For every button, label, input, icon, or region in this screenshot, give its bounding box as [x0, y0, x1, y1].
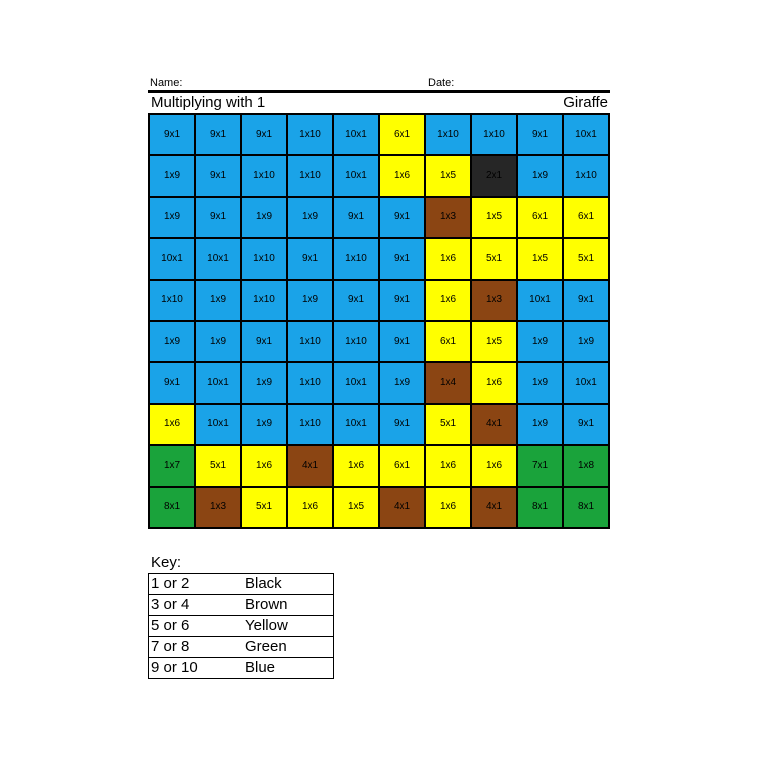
grid-cell: 4x1: [472, 488, 516, 527]
grid-cell: 10x1: [518, 281, 562, 320]
grid-cell: 9x1: [380, 405, 424, 444]
grid-cell: 1x3: [472, 281, 516, 320]
date-label: Date:: [428, 77, 455, 89]
grid-cell: 1x5: [472, 198, 516, 237]
grid-cell: 6x1: [380, 446, 424, 485]
color-key-table: [148, 573, 334, 679]
grid-cell: 1x6: [242, 446, 286, 485]
grid-cell: 1x9: [242, 198, 286, 237]
grid-cell: 5x1: [426, 405, 470, 444]
name-label: Name:: [150, 77, 183, 89]
grid-cell: 1x9: [196, 281, 240, 320]
grid-cell: 2x1: [472, 156, 516, 195]
grid-cell: 10x1: [196, 363, 240, 402]
grid-cell: 9x1: [380, 281, 424, 320]
key-color: Black: [233, 574, 334, 595]
grid-cell: 6x1: [518, 198, 562, 237]
grid-cell: 10x1: [334, 363, 378, 402]
grid-cell: 1x10: [288, 156, 332, 195]
grid-cell: 1x5: [472, 322, 516, 361]
grid-cell: 9x1: [380, 322, 424, 361]
grid-cell: 1x9: [150, 322, 194, 361]
grid-cell: 1x10: [564, 156, 608, 195]
grid-cell: 1x10: [334, 322, 378, 361]
worksheet-title: Multiplying with 1: [151, 94, 266, 111]
grid-cell: 1x6: [426, 446, 470, 485]
grid-cell: 6x1: [426, 322, 470, 361]
grid-cell: 1x10: [150, 281, 194, 320]
grid-cell: 1x3: [426, 198, 470, 237]
grid-cell: 5x1: [196, 446, 240, 485]
key-color: Yellow: [233, 616, 334, 637]
grid-cell: 5x1: [242, 488, 286, 527]
grid-cell: 1x10: [242, 239, 286, 278]
grid-cell: 1x5: [334, 488, 378, 527]
grid-cell: 9x1: [564, 405, 608, 444]
grid-cell: 1x6: [380, 156, 424, 195]
grid-cell: 9x1: [564, 281, 608, 320]
grid-cell: 1x6: [426, 281, 470, 320]
grid-cell: 10x1: [196, 405, 240, 444]
key-row: [149, 574, 334, 595]
grid-cell: 9x1: [288, 239, 332, 278]
grid-cell: 9x1: [242, 322, 286, 361]
grid-cell: 10x1: [564, 363, 608, 402]
key-title: Key:: [151, 554, 182, 571]
grid-cell: 9x1: [150, 115, 194, 154]
grid-cell: 1x10: [288, 363, 332, 402]
grid-cell: 1x4: [426, 363, 470, 402]
grid-cell: 10x1: [334, 156, 378, 195]
grid-cell: 7x1: [518, 446, 562, 485]
grid-cell: 1x10: [288, 405, 332, 444]
grid-cell: 1x10: [472, 115, 516, 154]
grid-cell: 1x9: [196, 322, 240, 361]
grid-cell: 9x1: [196, 115, 240, 154]
grid-cell: 10x1: [196, 239, 240, 278]
grid-cell: 8x1: [518, 488, 562, 527]
key-row: [149, 637, 334, 658]
grid-cell: 1x6: [426, 488, 470, 527]
grid-cell: 1x5: [426, 156, 470, 195]
grid-cell: 1x9: [242, 405, 286, 444]
grid-cell: 1x5: [518, 239, 562, 278]
grid-cell: 1x6: [150, 405, 194, 444]
grid-cell: 1x9: [150, 156, 194, 195]
grid-cell: 1x6: [472, 363, 516, 402]
grid-cell: 1x10: [242, 281, 286, 320]
grid-cell: 10x1: [564, 115, 608, 154]
grid-cell: 1x9: [518, 363, 562, 402]
key-range: 3 or 4: [149, 595, 234, 616]
grid-cell: 8x1: [150, 488, 194, 527]
grid-cell: 9x1: [334, 281, 378, 320]
grid-cell: 1x7: [150, 446, 194, 485]
color-by-number-grid: [148, 113, 610, 529]
grid-cell: 1x9: [564, 322, 608, 361]
grid-cell: 1x9: [518, 156, 562, 195]
key-row: [149, 616, 334, 637]
grid-cell: 1x6: [472, 446, 516, 485]
grid-cell: 5x1: [564, 239, 608, 278]
key-color: Brown: [233, 595, 334, 616]
header-rule: [148, 90, 610, 93]
grid-cell: 1x6: [288, 488, 332, 527]
grid-cell: 9x1: [380, 198, 424, 237]
grid-cell: 1x9: [288, 281, 332, 320]
key-range: 5 or 6: [149, 616, 234, 637]
key-color: Green: [233, 637, 334, 658]
grid-cell: 5x1: [472, 239, 516, 278]
grid-cell: 1x9: [518, 405, 562, 444]
key-range: 7 or 8: [149, 637, 234, 658]
grid-cell: 4x1: [380, 488, 424, 527]
grid-cell: 9x1: [518, 115, 562, 154]
grid-cell: 10x1: [334, 115, 378, 154]
key-color: Blue: [233, 658, 334, 679]
grid-cell: 9x1: [196, 198, 240, 237]
grid-cell: 6x1: [564, 198, 608, 237]
grid-cell: 1x3: [196, 488, 240, 527]
grid-cell: 1x6: [426, 239, 470, 278]
key-range: 9 or 10: [149, 658, 234, 679]
grid-cell: 1x10: [288, 115, 332, 154]
grid-cell: 1x10: [426, 115, 470, 154]
grid-cell: 1x9: [288, 198, 332, 237]
grid-cell: 1x6: [334, 446, 378, 485]
grid-cell: 10x1: [334, 405, 378, 444]
grid-cell: 1x9: [380, 363, 424, 402]
key-row: [149, 595, 334, 616]
grid-cell: 9x1: [242, 115, 286, 154]
grid-cell: 6x1: [380, 115, 424, 154]
grid-cell: 1x8: [564, 446, 608, 485]
grid-cell: 4x1: [472, 405, 516, 444]
grid-cell: 4x1: [288, 446, 332, 485]
key-row: [149, 658, 334, 679]
picture-subject: Giraffe: [563, 94, 608, 111]
grid-cell: 1x9: [242, 363, 286, 402]
grid-cell: 1x9: [518, 322, 562, 361]
grid-cell: 1x10: [242, 156, 286, 195]
grid-cell: 1x10: [288, 322, 332, 361]
grid-cell: 9x1: [150, 363, 194, 402]
grid-cell: 1x10: [334, 239, 378, 278]
grid-cell: 1x9: [150, 198, 194, 237]
grid-cell: 10x1: [150, 239, 194, 278]
key-range: 1 or 2: [149, 574, 234, 595]
grid-cell: 8x1: [564, 488, 608, 527]
grid-cell: 9x1: [334, 198, 378, 237]
grid-cell: 9x1: [380, 239, 424, 278]
grid-cell: 9x1: [196, 156, 240, 195]
